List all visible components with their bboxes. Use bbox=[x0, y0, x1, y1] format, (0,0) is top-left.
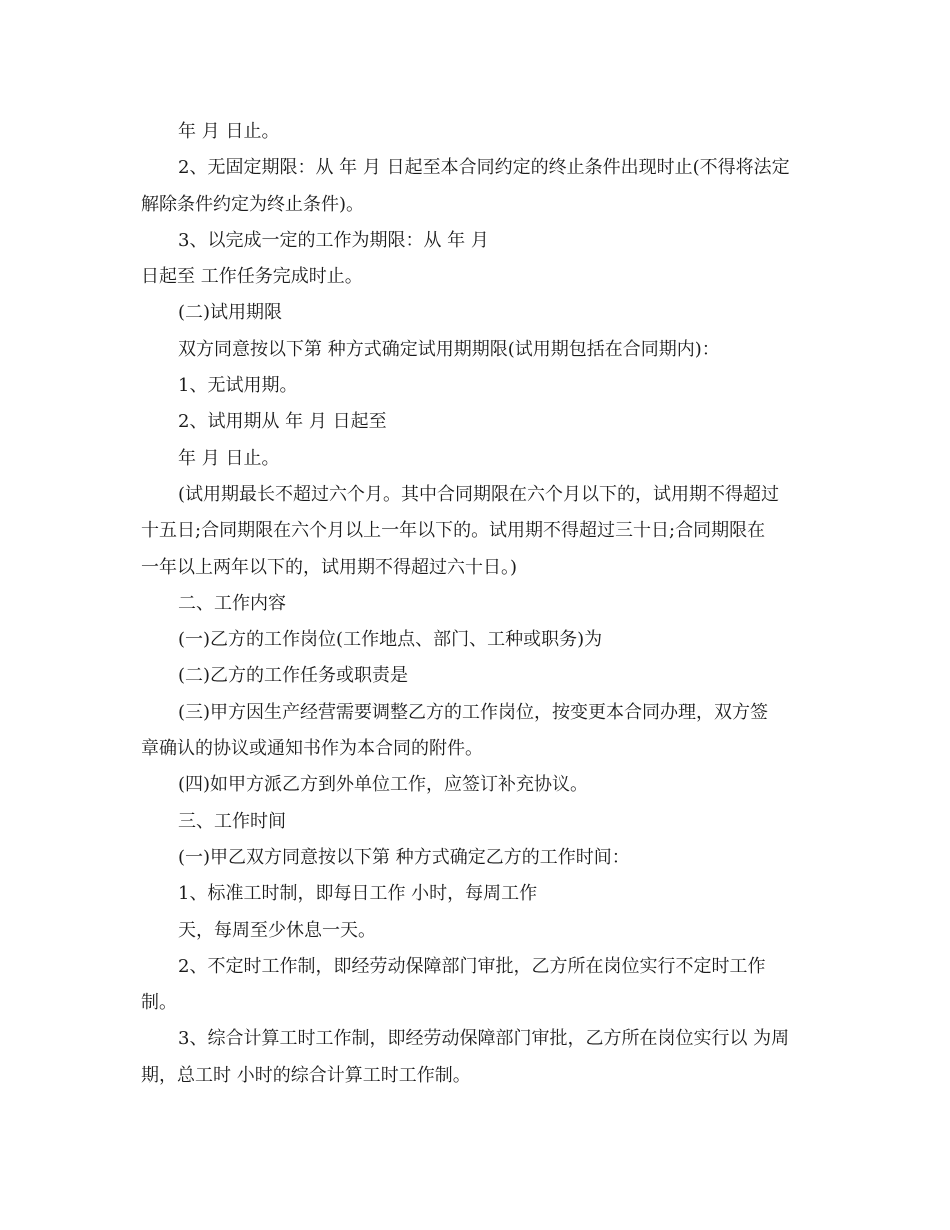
text-line: (一)甲乙双方同意按以下第 种方式确定乙方的工作时间： bbox=[178, 846, 630, 868]
text-line: 解除条件约定为终止条件)。 bbox=[141, 193, 365, 215]
text-line: (试用期最长不超过六个月。其中合同期限在六个月以下的，试用期不得超过 bbox=[178, 483, 780, 505]
text-line: (二)乙方的工作任务或职责是 bbox=[178, 665, 409, 687]
text-line: 双方同意按以下第 种方式确定试用期期限(试用期包括在合同期内)： bbox=[178, 338, 720, 360]
text-line: 十五日;合同期限在六个月以上一年以下的。试用期不得超过三十日;合同期限在 bbox=[141, 520, 766, 542]
text-line: 年 月 日止。 bbox=[178, 121, 280, 142]
text-line: 期，总工时 小时的综合计算工时工作制。 bbox=[141, 1064, 471, 1086]
text-line: 3、以完成一定的工作为期限：从 年 月 bbox=[178, 229, 489, 251]
text-line: 1、标准工时制，即每日工作 小时，每周工作 bbox=[178, 883, 538, 905]
text-line: 日起至 工作任务完成时止。 bbox=[141, 266, 363, 288]
text-line: (四)如甲方派乙方到外单位工作，应签订补充协议。 bbox=[178, 774, 589, 796]
text-line: 制。 bbox=[141, 992, 177, 1014]
section-heading: (二)试用期限 bbox=[178, 302, 283, 324]
text-line: 1、无试用期。 bbox=[178, 375, 298, 397]
text-line: 章确认的协议或通知书作为本合同的附件。 bbox=[141, 738, 483, 760]
text-line: 2、试用期从 年 月 日起至 bbox=[178, 411, 387, 433]
text-line: (一)乙方的工作岗位(工作地点、部门、工种或职务)为 bbox=[178, 629, 603, 651]
text-line: (三)甲方因生产经营需要调整乙方的工作岗位，按变更本合同办理，双方签 bbox=[178, 701, 769, 723]
text-line: 天，每周至少休息一天。 bbox=[178, 919, 376, 941]
text-line: 一年以上两年以下的，试用期不得超过六十日。) bbox=[141, 556, 518, 578]
text-line: 2、无固定期限：从 年 月 日起至本合同约定的终止条件出现时止(不得将法定 bbox=[178, 157, 790, 179]
text-line: 年 月 日止。 bbox=[178, 447, 280, 469]
text-line: 3、综合计算工时工作制，即经劳动保障部门审批，乙方所在岗位实行以 为周 bbox=[178, 1028, 790, 1050]
document-body bbox=[141, 114, 811, 1094]
text-line: 2、不定时工作制，即经劳动保障部门审批，乙方所在岗位实行不定时工作 bbox=[178, 955, 766, 977]
section-heading: 三、工作时间 bbox=[178, 810, 286, 832]
section-heading: 二、工作内容 bbox=[178, 592, 286, 614]
